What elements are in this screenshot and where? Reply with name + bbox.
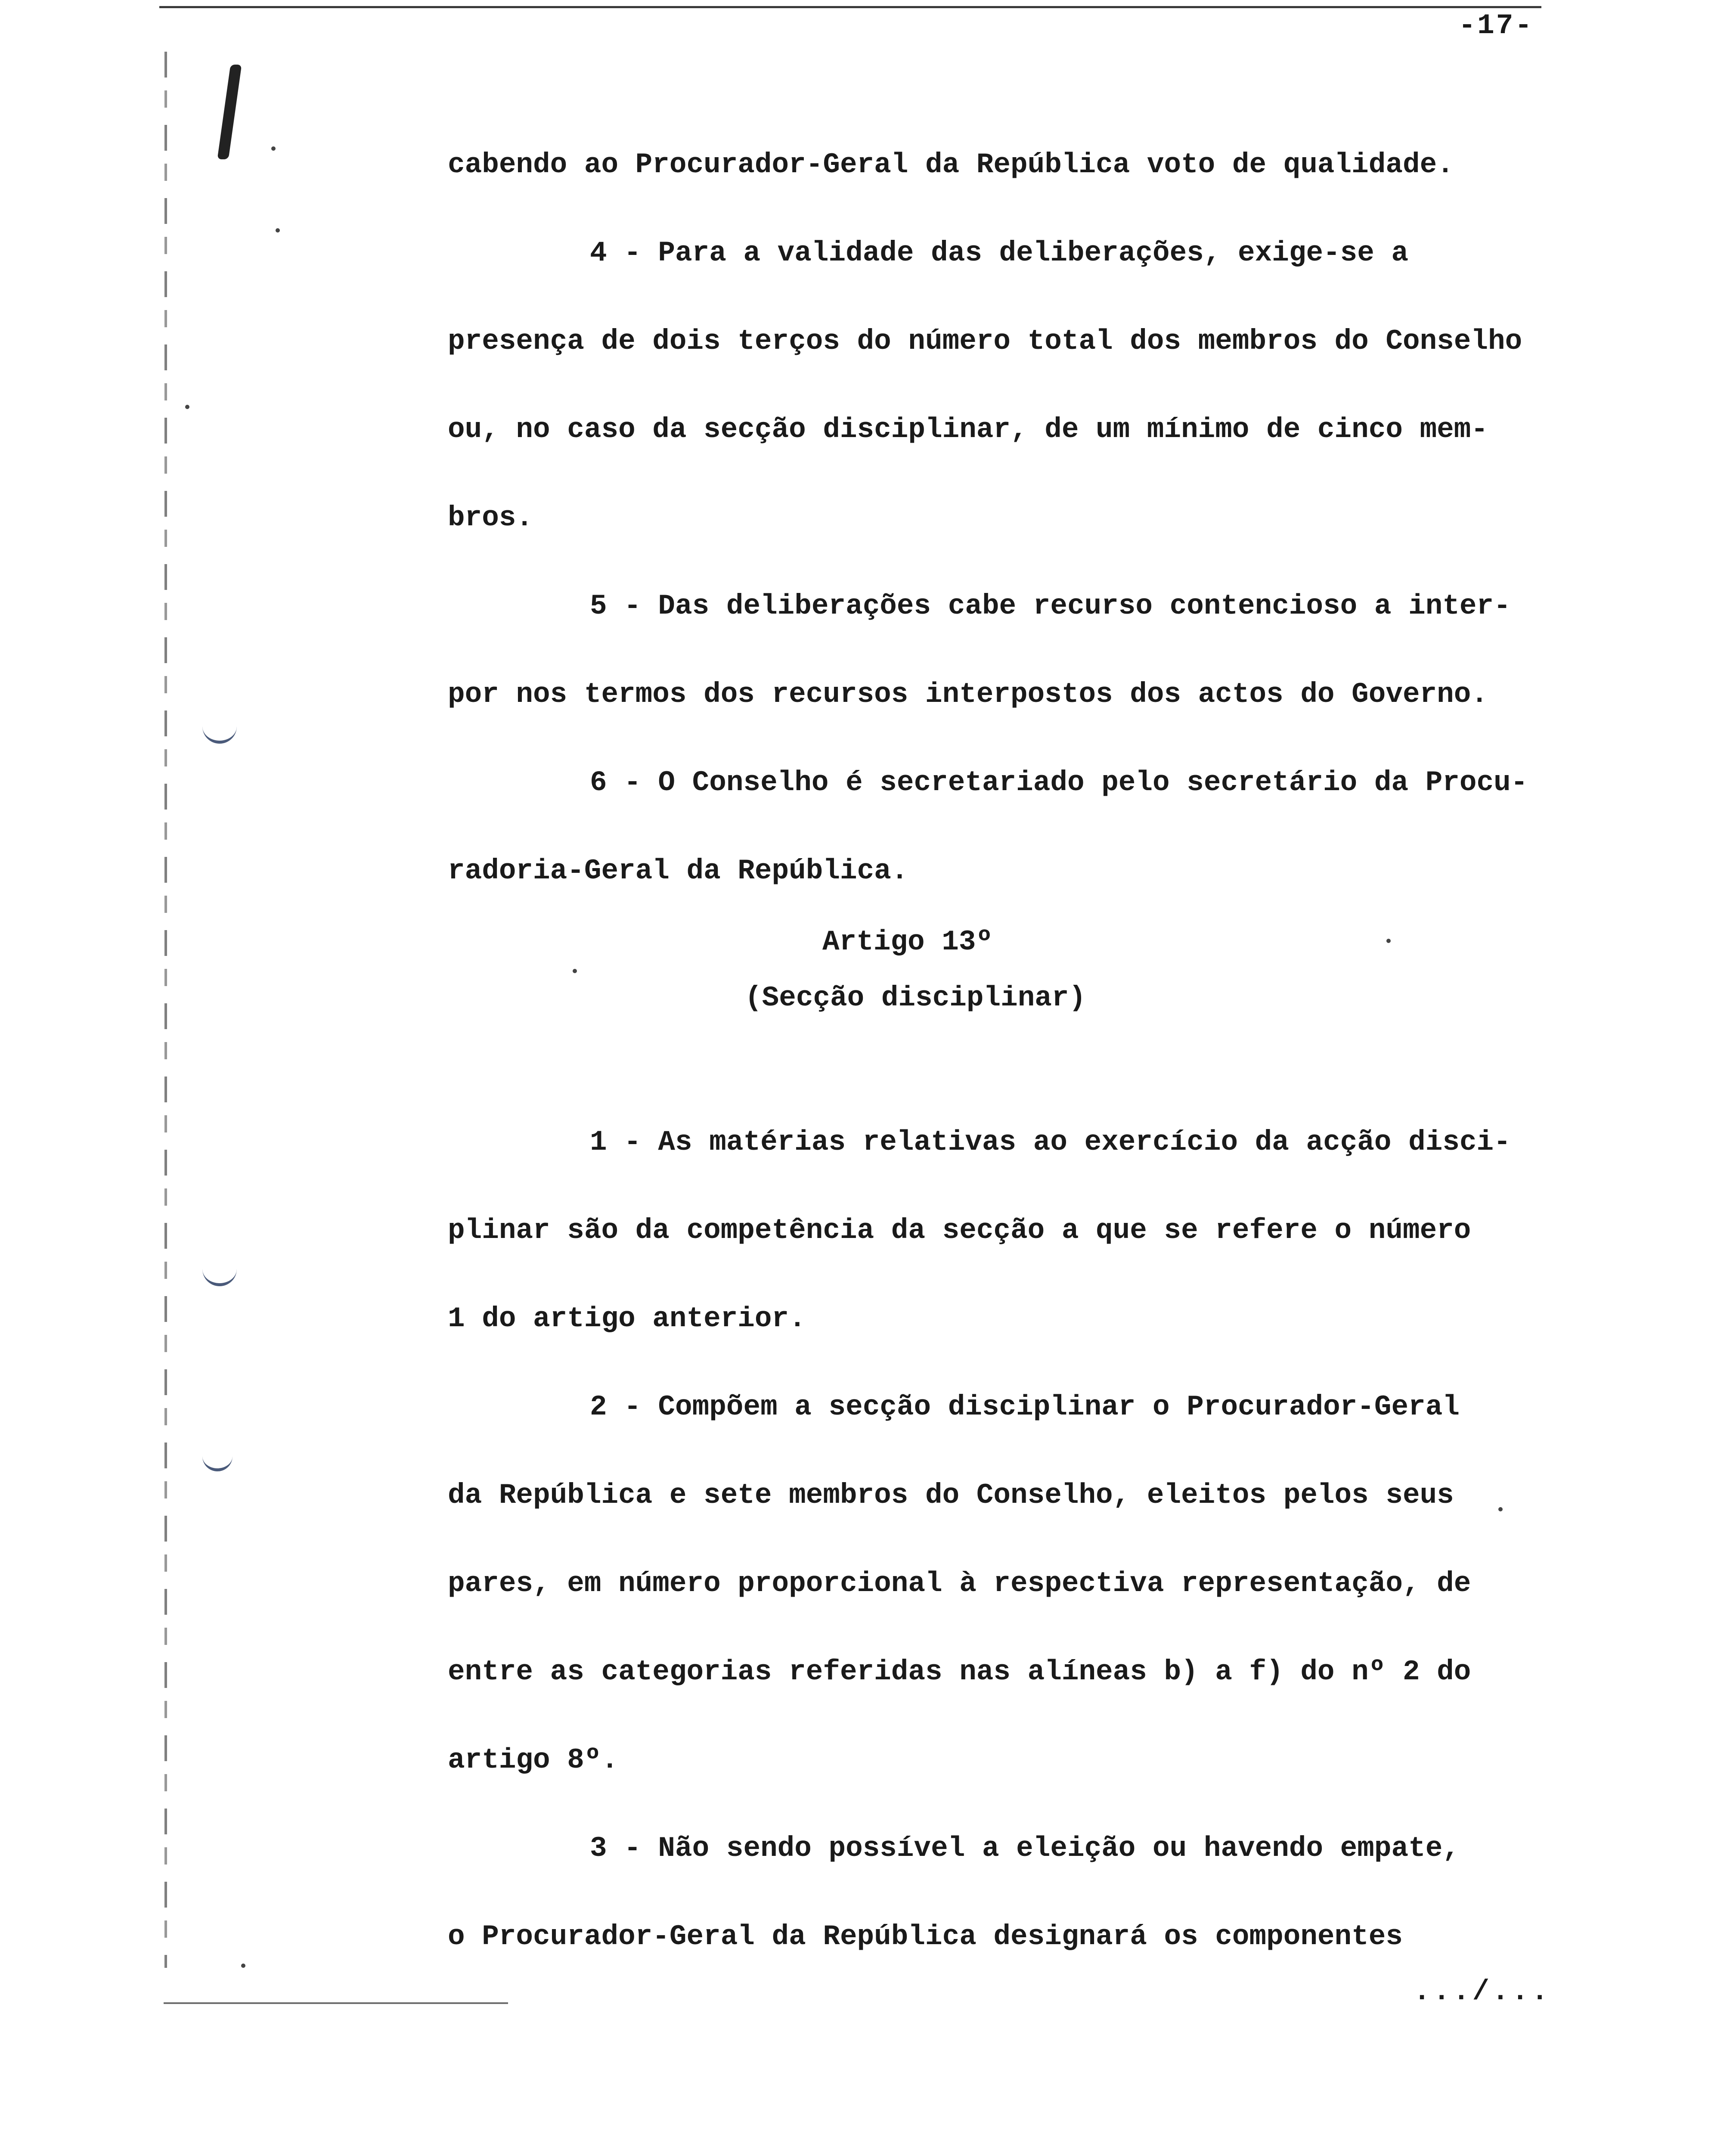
text-line: entre as categorias referidas nas alíneas b) a f) do nº 2 do <box>448 1656 1471 1688</box>
text-line: cabendo ao Procurador-Geral da República voto de qualidade. <box>448 149 1454 181</box>
text-line: o Procurador-Geral da República designará os componentes <box>448 1920 1403 1953</box>
scan-speck <box>573 969 577 973</box>
text-line: bros. <box>448 502 533 534</box>
handwritten-mark <box>217 65 242 159</box>
article-title: Artigo 13º <box>822 926 993 958</box>
text-line: radoria-Geral da República. <box>448 855 908 887</box>
scan-speck <box>241 1964 245 1968</box>
scan-speck <box>1386 939 1391 943</box>
text-line: 4 - Para a validade das deliberações, exige-se a <box>590 237 1409 269</box>
text-line: da República e sete membros do Conselho, eleitos pelos seus <box>448 1479 1454 1511</box>
text-line: 6 - O Conselho é secretariado pelo secretário da Procu- <box>590 766 1528 799</box>
scan-speck <box>276 228 280 233</box>
article-subtitle: (Secção disciplinar) <box>745 982 1086 1014</box>
continuation-mark: .../... <box>1413 1976 1551 2008</box>
punch-hole-mark <box>202 715 237 744</box>
punch-hole-mark <box>202 1451 232 1471</box>
left-edge-scan-artifact <box>164 52 167 1968</box>
page-number: -17- <box>1458 9 1534 42</box>
text-line: plinar são da competência da secção a que se refere o número <box>448 1214 1471 1247</box>
scan-speck <box>185 405 189 409</box>
text-line: presença de dois terços do número total dos membros do Conselho <box>448 325 1522 357</box>
text-line: por nos termos dos recursos interpostos dos actos do Governo. <box>448 678 1488 710</box>
text-line: 3 - Não sendo possível a eleição ou havendo empate, <box>590 1832 1460 1864</box>
scan-speck <box>1498 1507 1503 1511</box>
text-line: 1 - As matérias relativas ao exercício da acção disci- <box>590 1126 1511 1158</box>
punch-hole-mark <box>202 1257 237 1286</box>
text-line: 5 - Das deliberações cabe recurso contencioso a inter- <box>590 590 1511 622</box>
top-rule <box>159 6 1541 8</box>
bottom-rule <box>164 2002 508 2004</box>
text-line: 2 - Compõem a secção disciplinar o Procurador-Geral <box>590 1391 1460 1423</box>
text-line: ou, no caso da secção disciplinar, de um mínimo de cinco mem- <box>448 413 1488 446</box>
scan-speck <box>271 146 276 151</box>
text-line: artigo 8º. <box>448 1744 619 1776</box>
text-line: pares, em número proporcional à respectiva representação, de <box>448 1567 1471 1600</box>
text-line: 1 do artigo anterior. <box>448 1303 806 1335</box>
